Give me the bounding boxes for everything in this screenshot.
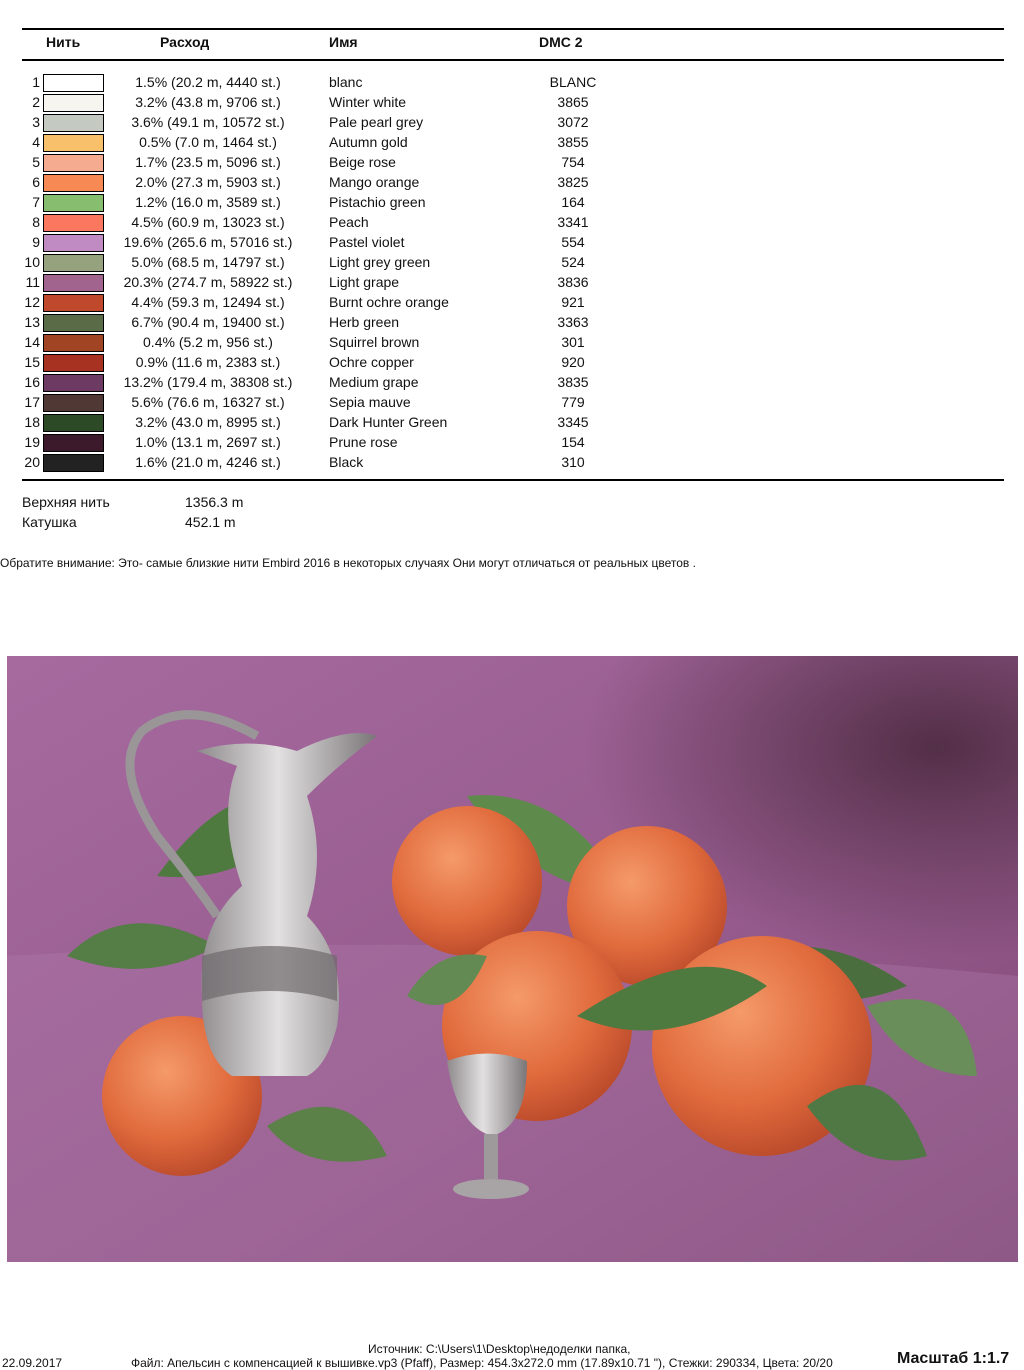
header-name: Имя <box>329 34 358 50</box>
thread-usage: 0.5% (7.0 m, 1464 st.) <box>139 134 277 150</box>
thread-row <box>0 93 1024 113</box>
color-swatch <box>43 394 104 412</box>
thread-name: Beige rose <box>329 154 396 170</box>
thread-code: 3825 <box>557 174 589 190</box>
thread-code: 524 <box>561 254 585 270</box>
thread-row <box>0 193 1024 213</box>
thread-number: 19 <box>24 434 40 450</box>
thread-usage: 0.4% (5.2 m, 956 st.) <box>143 334 273 350</box>
thread-usage: 1.2% (16.0 m, 3589 st.) <box>135 194 281 210</box>
thread-number: 3 <box>32 114 40 130</box>
thread-usage: 6.7% (90.4 m, 19400 st.) <box>131 314 285 330</box>
color-swatch <box>43 194 104 212</box>
thread-number: 13 <box>24 314 40 330</box>
color-swatch <box>43 254 104 272</box>
thread-row <box>0 273 1024 293</box>
thread-code: 754 <box>561 154 585 170</box>
thread-name: Squirrel brown <box>329 334 420 350</box>
color-note: Обратите внимание: Это- самые близкие нити Embird 2016 в некоторых случаях Они могут отличаться от реальных цветов . <box>0 556 696 570</box>
thread-number: 1 <box>32 74 40 90</box>
thread-number: 4 <box>32 134 40 150</box>
thread-row <box>0 373 1024 393</box>
thread-code: 3072 <box>557 114 589 130</box>
thread-code: 3341 <box>557 214 589 230</box>
thread-usage: 2.0% (27.3 m, 5903 st.) <box>135 174 281 190</box>
bobbin-label: Катушка <box>22 514 77 530</box>
color-swatch <box>43 374 104 392</box>
thread-row <box>0 453 1024 473</box>
thread-name: Autumn gold <box>329 134 408 150</box>
thread-number: 20 <box>24 454 40 470</box>
thread-name: Medium grape <box>329 374 419 390</box>
color-swatch <box>43 454 104 472</box>
thread-row <box>0 253 1024 273</box>
thread-name: Light grape <box>329 274 400 290</box>
thread-row <box>0 233 1024 253</box>
thread-usage: 20.3% (274.7 m, 58922 st.) <box>123 274 293 290</box>
thread-code: 3835 <box>557 374 589 390</box>
thread-usage: 5.0% (68.5 m, 14797 st.) <box>131 254 285 270</box>
thread-row <box>0 353 1024 373</box>
thread-usage: 3.6% (49.1 m, 10572 st.) <box>131 114 285 130</box>
thread-name: Herb green <box>329 314 400 330</box>
top-thread-label: Верхняя нить <box>22 494 110 510</box>
thread-number: 11 <box>25 274 40 290</box>
thread-row <box>0 133 1024 153</box>
thread-number: 15 <box>24 354 40 370</box>
color-swatch <box>43 294 104 312</box>
thread-name: blanc <box>329 74 363 90</box>
thread-usage: 19.6% (265.6 m, 57016 st.) <box>123 234 293 250</box>
thread-name: Pastel violet <box>329 234 405 250</box>
header-usage: Расход <box>160 34 210 50</box>
thread-code: 154 <box>561 434 585 450</box>
thread-code: 3855 <box>557 134 589 150</box>
thread-number: 10 <box>24 254 40 270</box>
thread-name: Sepia mauve <box>329 394 411 410</box>
thread-code: 920 <box>561 354 585 370</box>
header-thread: Нить <box>46 34 81 50</box>
thread-number: 16 <box>24 374 40 390</box>
embroidery-preview <box>7 656 1018 1262</box>
header-brand: DMC 2 <box>539 34 583 50</box>
color-swatch <box>43 334 104 352</box>
thread-usage: 13.2% (179.4 m, 38308 st.) <box>123 374 293 390</box>
thread-code: 301 <box>561 334 585 350</box>
color-swatch <box>43 234 104 252</box>
thread-code: 164 <box>561 194 585 210</box>
thread-number: 17 <box>24 394 40 410</box>
thread-row <box>0 433 1024 453</box>
thread-usage: 4.5% (60.9 m, 13023 st.) <box>131 214 285 230</box>
thread-name: Peach <box>329 214 369 230</box>
color-swatch <box>43 274 104 292</box>
color-swatch <box>43 314 104 332</box>
thread-usage: 3.2% (43.8 m, 9706 st.) <box>135 94 281 110</box>
thread-row <box>0 73 1024 93</box>
color-swatch <box>43 414 104 432</box>
thread-number: 2 <box>32 94 40 110</box>
thread-name: Mango orange <box>329 174 420 190</box>
thread-usage: 1.0% (13.1 m, 2697 st.) <box>135 434 281 450</box>
thread-code: 921 <box>561 294 585 310</box>
thread-code: 554 <box>561 234 585 250</box>
thread-number: 5 <box>32 154 40 170</box>
thread-row <box>0 333 1024 353</box>
thread-row <box>0 173 1024 193</box>
thread-name: Light grey green <box>329 254 431 270</box>
thread-usage: 0.9% (11.6 m, 2383 st.) <box>135 354 281 370</box>
thread-code: BLANC <box>549 74 597 90</box>
table-bottom-rule <box>22 479 1004 481</box>
color-swatch <box>43 174 104 192</box>
bobbin-value: 452.1 m <box>185 514 236 530</box>
color-swatch <box>43 74 104 92</box>
thread-row <box>0 113 1024 133</box>
thread-number: 9 <box>32 234 40 250</box>
thread-row <box>0 293 1024 313</box>
bobbin-total <box>22 514 236 530</box>
thread-name: Dark Hunter Green <box>329 414 448 430</box>
footer-source: Источник: C:\Users\1\Desktop\недоделки папка, <box>368 1342 631 1356</box>
thread-number: 6 <box>32 174 40 190</box>
thread-usage: 1.6% (21.0 m, 4246 st.) <box>135 454 281 470</box>
thread-usage: 4.4% (59.3 m, 12494 st.) <box>131 294 285 310</box>
thread-name: Pistachio green <box>329 194 426 210</box>
thread-name: Winter white <box>329 94 407 110</box>
thread-code: 3836 <box>557 274 589 290</box>
thread-number: 12 <box>24 294 40 310</box>
color-swatch <box>43 94 104 112</box>
color-swatch <box>43 354 104 372</box>
thread-code: 310 <box>561 454 585 470</box>
thread-code: 779 <box>561 394 585 410</box>
thread-name: Prune rose <box>329 434 398 450</box>
thread-name: Pale pearl grey <box>329 114 424 130</box>
footer-file: Файл: Апельсин с компенсацией к вышивке.vp3 (Pfaff), Размер: 454.3x272.0 mm (17.89x10.71 "), Стежки: 290334, Цвета: 20/20 <box>131 1356 833 1370</box>
top-thread-total <box>22 494 244 510</box>
thread-usage: 5.6% (76.6 m, 16327 st.) <box>131 394 285 410</box>
thread-usage: 1.5% (20.2 m, 4440 st.) <box>135 74 281 90</box>
thread-name: Ochre copper <box>329 354 414 370</box>
color-swatch <box>43 154 104 172</box>
thread-number: 7 <box>32 194 40 210</box>
color-swatch <box>43 214 104 232</box>
thread-code: 3363 <box>557 314 589 330</box>
color-swatch <box>43 434 104 452</box>
thread-number: 18 <box>24 414 40 430</box>
header-bottom-rule <box>22 59 1004 61</box>
thread-row <box>0 313 1024 333</box>
thread-code: 3865 <box>557 94 589 110</box>
header-top-rule <box>22 28 1004 30</box>
embroidery-image <box>7 656 1018 1262</box>
thread-name: Burnt ochre orange <box>329 294 449 310</box>
thread-row <box>0 413 1024 433</box>
thread-number: 8 <box>32 214 40 230</box>
thread-row <box>0 393 1024 413</box>
thread-usage: 1.7% (23.5 m, 5096 st.) <box>135 154 281 170</box>
footer-date: 22.09.2017 <box>2 1356 63 1370</box>
thread-code: 3345 <box>557 414 589 430</box>
footer-scale: Масштаб 1:1.7 <box>897 1350 1010 1367</box>
thread-name: Black <box>329 454 364 470</box>
thread-usage: 3.2% (43.0 m, 8995 st.) <box>135 414 281 430</box>
top-thread-value: 1356.3 m <box>185 494 244 510</box>
color-swatch <box>43 134 104 152</box>
thread-row <box>0 153 1024 173</box>
color-swatch <box>43 114 104 132</box>
thread-number: 14 <box>24 334 40 350</box>
thread-row <box>0 213 1024 233</box>
